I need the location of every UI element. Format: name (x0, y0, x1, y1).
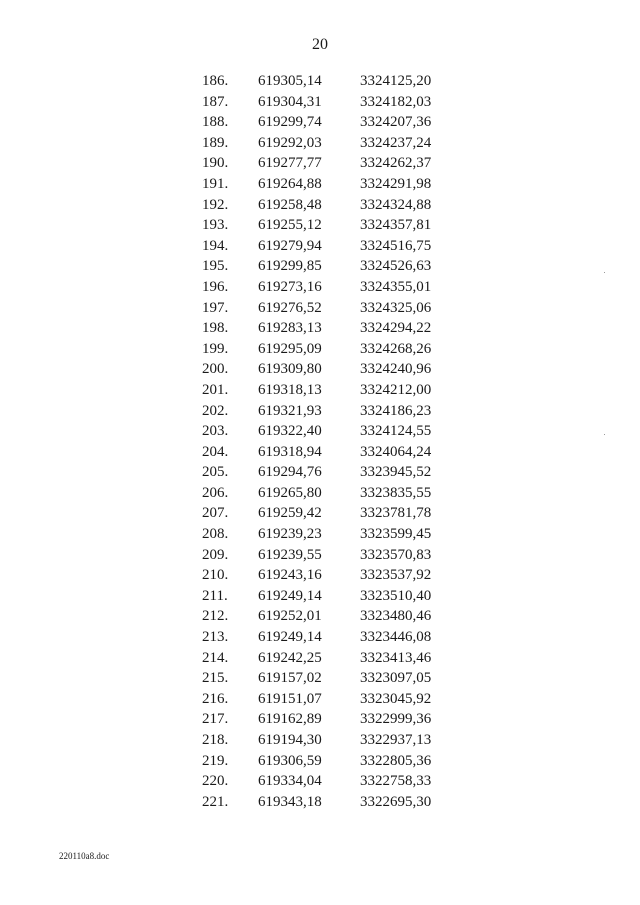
point-number: 187. (202, 93, 229, 110)
y-coordinate: 3324325,06 (360, 299, 432, 316)
x-coordinate: 619318,94 (258, 443, 322, 460)
y-coordinate: 3323945,52 (360, 464, 432, 481)
x-coordinate: 619249,14 (258, 629, 322, 646)
x-coordinate: 619306,59 (258, 752, 322, 769)
table-row (0, 792, 640, 813)
y-coordinate: 3324294,22 (360, 320, 432, 337)
y-coordinate: 3322805,36 (360, 752, 432, 769)
table-row (0, 503, 640, 524)
y-coordinate: 3324516,75 (360, 237, 432, 254)
table-row (0, 668, 640, 689)
x-coordinate: 619283,13 (258, 320, 322, 337)
x-coordinate: 619151,07 (258, 690, 322, 707)
x-coordinate: 619299,74 (258, 114, 322, 131)
y-coordinate: 3324207,36 (360, 114, 432, 131)
table-row (0, 421, 640, 442)
x-coordinate: 619243,16 (258, 567, 322, 584)
point-number: 206. (202, 484, 229, 501)
y-coordinate: 3324182,03 (360, 93, 432, 110)
point-number: 214. (202, 649, 229, 666)
point-number: 220. (202, 773, 229, 790)
x-coordinate: 619276,52 (258, 299, 322, 316)
y-coordinate: 3323537,92 (360, 567, 432, 584)
coordinate-table (0, 71, 640, 812)
table-row (0, 236, 640, 257)
y-coordinate: 3324355,01 (360, 278, 432, 295)
table-row (0, 442, 640, 463)
y-coordinate: 3324186,23 (360, 402, 432, 419)
table-row (0, 545, 640, 566)
table-row (0, 298, 640, 319)
y-coordinate: 3323045,92 (360, 690, 432, 707)
table-row (0, 133, 640, 154)
point-number: 194. (202, 237, 229, 254)
point-number: 196. (202, 278, 229, 295)
x-coordinate: 619304,31 (258, 93, 322, 110)
y-coordinate: 3322937,13 (360, 732, 432, 748)
table-row (0, 195, 640, 216)
x-coordinate: 619295,09 (258, 340, 322, 357)
table-row (0, 359, 640, 380)
x-coordinate: 619299,85 (258, 258, 322, 275)
table-row (0, 565, 640, 586)
point-number: 200. (202, 361, 229, 378)
y-coordinate: 3322999,36 (360, 711, 432, 728)
table-row (0, 174, 640, 195)
point-number: 208. (202, 526, 229, 543)
x-coordinate: 619157,02 (258, 670, 322, 687)
x-coordinate: 619242,25 (258, 649, 322, 666)
point-number: 210. (202, 567, 229, 584)
table-row (0, 215, 640, 236)
table-row (0, 524, 640, 545)
x-coordinate: 619279,94 (258, 237, 322, 254)
point-number: 216. (202, 690, 229, 707)
table-row (0, 277, 640, 298)
table-row (0, 648, 640, 669)
scan-speck (604, 272, 605, 273)
y-coordinate: 3323510,40 (360, 587, 432, 604)
point-number: 213. (202, 629, 229, 646)
y-coordinate: 3324212,00 (360, 381, 432, 398)
point-number: 201. (202, 381, 229, 398)
point-number: 199. (202, 340, 229, 357)
x-coordinate: 619252,01 (258, 608, 322, 625)
x-coordinate: 619264,88 (258, 175, 322, 192)
table-row (0, 606, 640, 627)
y-coordinate: 3324268,26 (360, 340, 432, 357)
y-coordinate: 3323599,45 (360, 526, 432, 543)
x-coordinate: 619321,93 (258, 402, 322, 419)
table-row (0, 339, 640, 360)
y-coordinate: 3323480,46 (360, 608, 432, 625)
y-coordinate: 3323413,46 (360, 649, 432, 666)
y-coordinate: 3324291,98 (360, 175, 432, 192)
y-coordinate: 3324237,24 (360, 134, 432, 151)
y-coordinate: 3324526,63 (360, 258, 432, 275)
footer-filename: 220110a8.doc (59, 851, 110, 861)
page-number: 20 (312, 36, 328, 53)
table-row (0, 71, 640, 92)
x-coordinate: 619239,55 (258, 546, 322, 563)
x-coordinate: 619309,80 (258, 361, 322, 378)
x-coordinate: 619322,40 (258, 423, 322, 440)
point-number: 217. (202, 711, 229, 728)
point-number: 221. (202, 793, 229, 810)
table-row (0, 689, 640, 710)
x-coordinate: 619249,14 (258, 587, 322, 604)
point-number: 218. (202, 732, 229, 748)
point-number: 204. (202, 443, 229, 460)
x-coordinate: 619305,14 (258, 73, 322, 89)
y-coordinate: 3324357,81 (360, 217, 432, 234)
x-coordinate: 619334,04 (258, 773, 322, 790)
table-row (0, 586, 640, 607)
point-number: 192. (202, 196, 229, 213)
point-number: 186. (202, 73, 229, 89)
x-coordinate: 619258,48 (258, 196, 322, 213)
table-row (0, 153, 640, 174)
point-number: 205. (202, 464, 229, 481)
point-number: 215. (202, 670, 229, 687)
point-number: 197. (202, 299, 229, 316)
x-coordinate: 619265,80 (258, 484, 322, 501)
point-number: 189. (202, 134, 229, 151)
x-coordinate: 619318,13 (258, 381, 322, 398)
point-number: 219. (202, 752, 229, 769)
y-coordinate: 3324240,96 (360, 361, 432, 378)
point-number: 203. (202, 423, 229, 440)
y-coordinate: 3324125,20 (360, 73, 432, 89)
table-row (0, 709, 640, 730)
y-coordinate: 3323446,08 (360, 629, 432, 646)
x-coordinate: 619239,23 (258, 526, 322, 543)
table-row (0, 380, 640, 401)
x-coordinate: 619194,30 (258, 732, 322, 748)
table-row (0, 92, 640, 113)
y-coordinate: 3322758,33 (360, 773, 432, 790)
x-coordinate: 619292,03 (258, 134, 322, 151)
table-row (0, 627, 640, 648)
y-coordinate: 3323570,83 (360, 546, 432, 563)
point-number: 207. (202, 505, 229, 522)
point-number: 193. (202, 217, 229, 234)
table-row (0, 318, 640, 339)
point-number: 198. (202, 320, 229, 337)
point-number: 188. (202, 114, 229, 131)
x-coordinate: 619294,76 (258, 464, 322, 481)
x-coordinate: 619277,77 (258, 155, 322, 172)
x-coordinate: 619162,89 (258, 711, 322, 728)
table-row (0, 730, 640, 751)
point-number: 195. (202, 258, 229, 275)
x-coordinate: 619255,12 (258, 217, 322, 234)
y-coordinate: 3324262,37 (360, 155, 432, 172)
table-row (0, 462, 640, 483)
y-coordinate: 3324064,24 (360, 443, 432, 460)
table-row (0, 483, 640, 504)
y-coordinate: 3324324,88 (360, 196, 432, 213)
table-row (0, 771, 640, 792)
y-coordinate: 3324124,55 (360, 423, 432, 440)
point-number: 191. (202, 175, 229, 192)
y-coordinate: 3323097,05 (360, 670, 432, 687)
y-coordinate: 3322695,30 (360, 793, 432, 810)
point-number: 212. (202, 608, 229, 625)
x-coordinate: 619343,18 (258, 793, 322, 810)
point-number: 211. (202, 587, 228, 604)
scan-speck (604, 434, 605, 435)
table-row (0, 401, 640, 422)
point-number: 202. (202, 402, 229, 419)
x-coordinate: 619273,16 (258, 278, 322, 295)
point-number: 209. (202, 546, 229, 563)
table-row (0, 751, 640, 772)
y-coordinate: 3323781,78 (360, 505, 432, 522)
y-coordinate: 3323835,55 (360, 484, 432, 501)
table-row (0, 112, 640, 133)
point-number: 190. (202, 155, 229, 172)
table-row (0, 256, 640, 277)
x-coordinate: 619259,42 (258, 505, 322, 522)
